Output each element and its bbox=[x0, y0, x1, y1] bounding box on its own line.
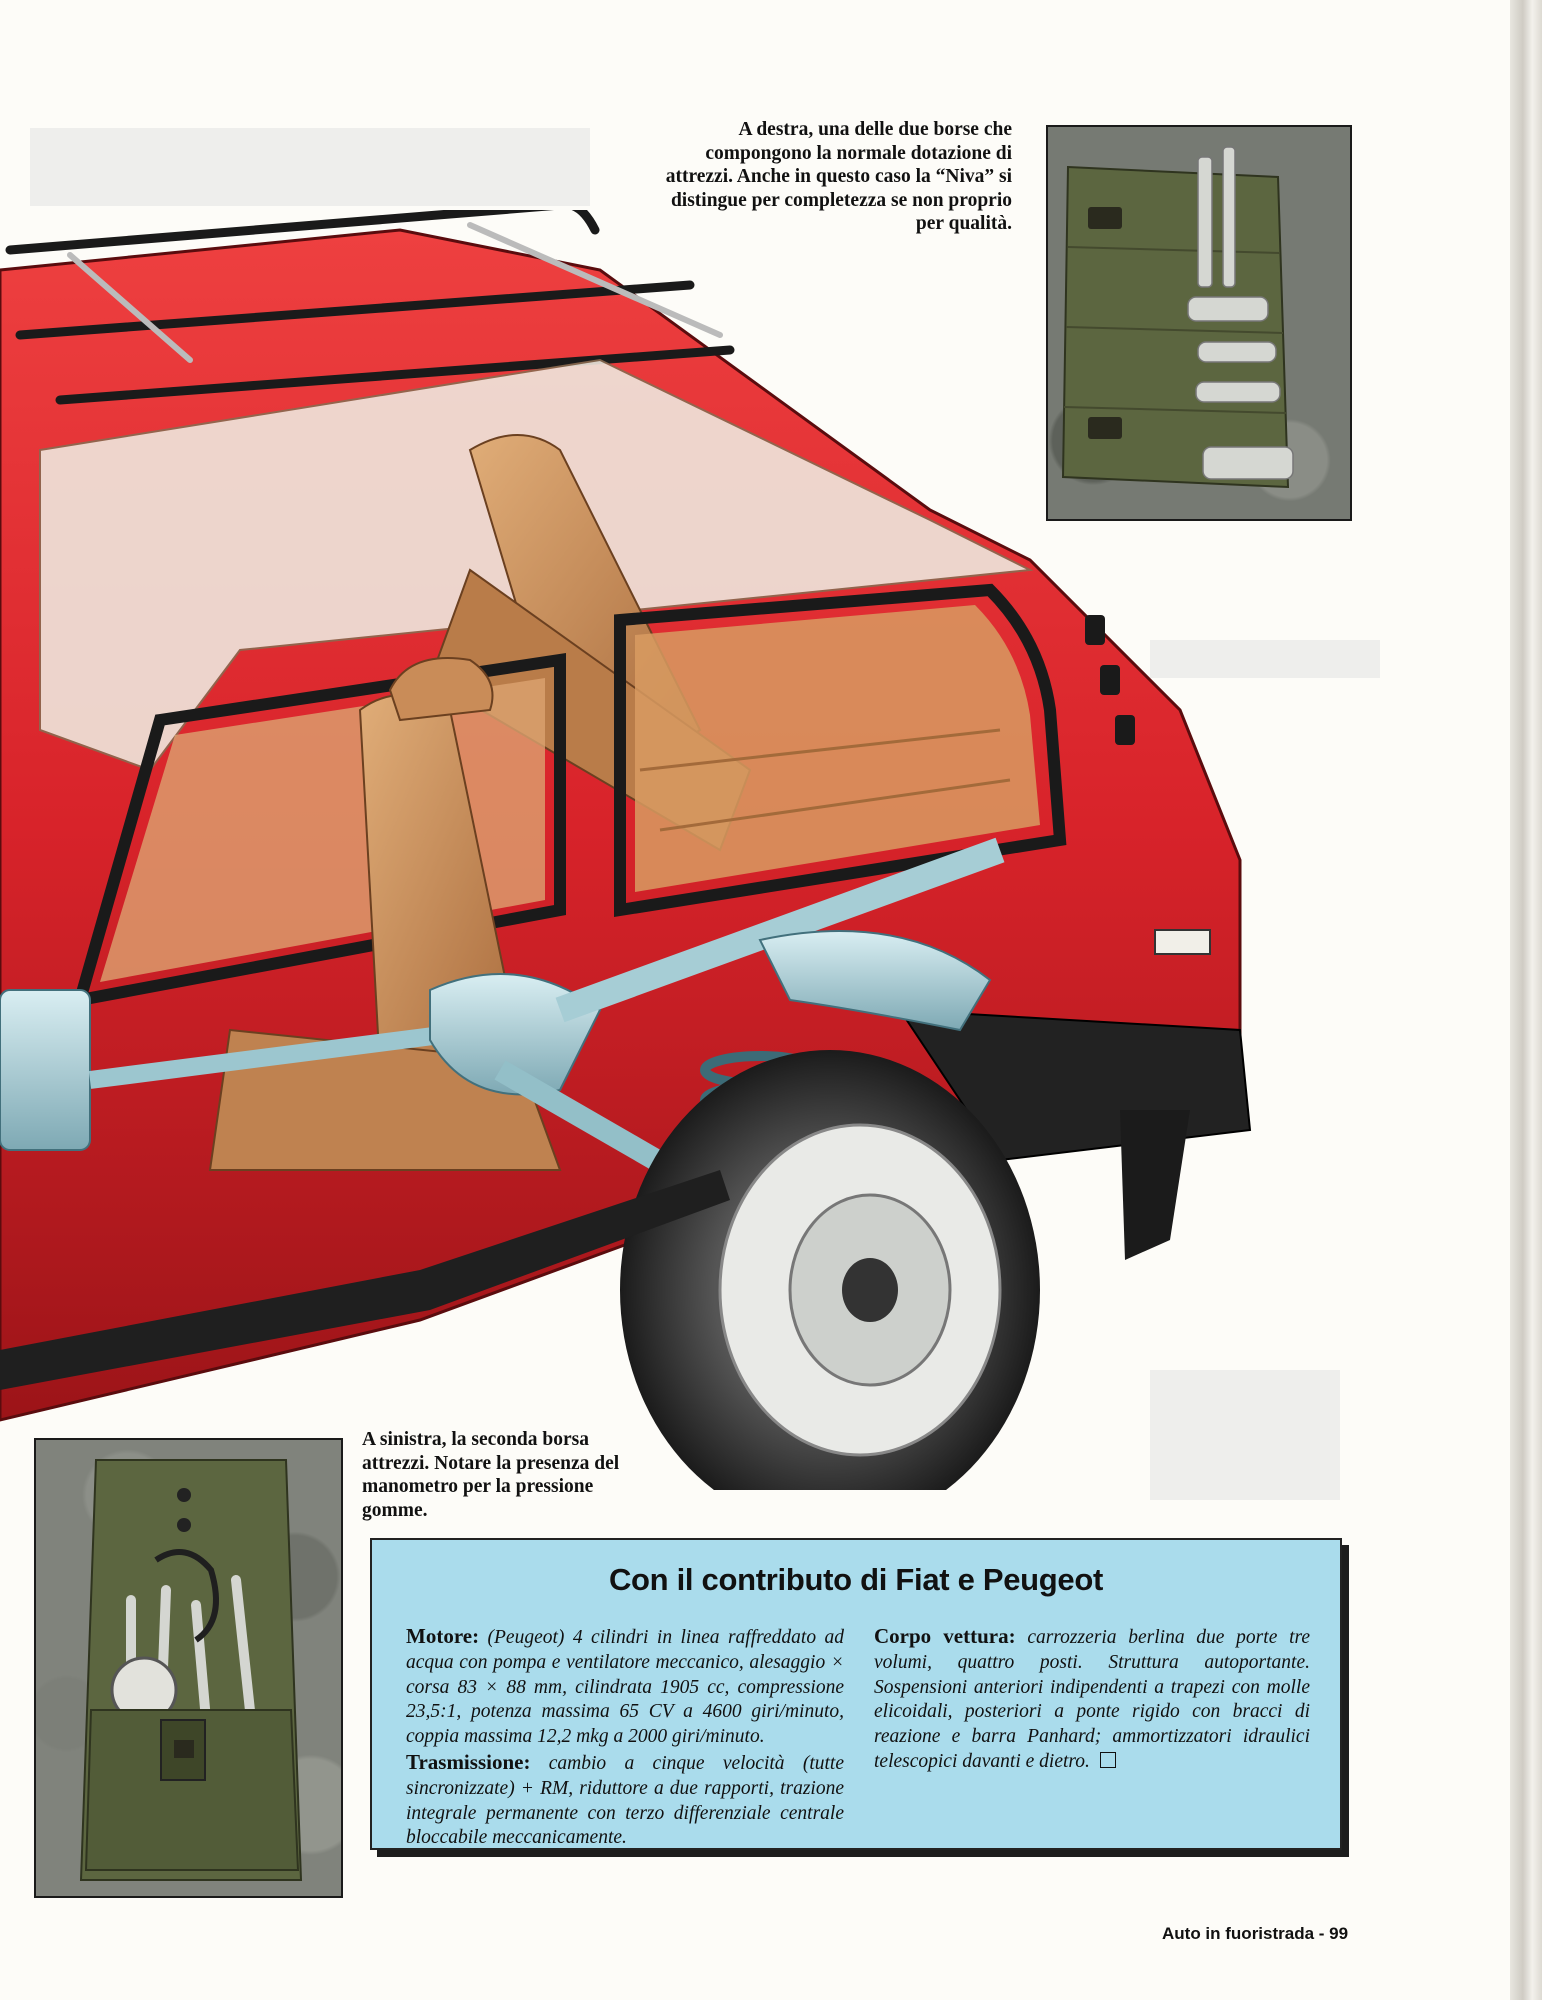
tool-bag-photo-left bbox=[34, 1438, 343, 1898]
corpo-text: carrozzeria berlina due porte tre volumi, quattro posti. Struttura autoportante. Sospensioni anteriori indipendenti a trapezi con molle elicoidali, posteriori a ponte rigido con bracci di reazione e barra Panhard; ammortizzatori idraulici telescopici davanti e dietro. bbox=[874, 1627, 1311, 1772]
trasmissione-label: Trasmissione: bbox=[406, 1749, 531, 1774]
caption-left-photo: A sinistra, la seconda borsa attrezzi. Notare la presenza del manometro per la pressione gomme. bbox=[362, 1429, 620, 1521]
caption-right-photo: A destra, una delle due borse che compongono la normale dotazione di attrezzi. Anche in questo caso la “Niva” si distingue per completezza se non proprio per qualità. bbox=[665, 119, 1012, 234]
spec-box-title: Con il contributo di Fiat e Peugeot bbox=[608, 1562, 1104, 1597]
corpo-label: Corpo vettura: bbox=[874, 1624, 1016, 1648]
bleed-through-band bbox=[30, 128, 590, 206]
motore-text: (Peugeot) 4 cilindri in linea raffreddato ad acqua con pompa e ventilatore meccanico, alesaggio × corsa 83 × 88 mm, cilindrata 1905 cc, compressione 23,5:1, potenza massima 65 CV a 4600 giri/minuto, coppia massima 12,2 mkg a 2000 giri/minuto. bbox=[406, 1627, 845, 1748]
end-of-article-icon bbox=[1100, 1752, 1116, 1768]
motore-label: Motore: bbox=[406, 1624, 480, 1648]
mud-flap bbox=[1120, 1110, 1190, 1260]
page-gutter bbox=[1510, 0, 1542, 2000]
trasmissione-text: cambio a cinque velocità (tutte sincronizzate) + RM, riduttore a due rapporti, trazione integrale permanente con terzo differenziale centrale bloccabile meccanicamente. bbox=[406, 1752, 844, 1849]
spec-column-right bbox=[874, 1624, 1310, 1775]
tool-bag-photo-right bbox=[1046, 125, 1352, 521]
spec-box bbox=[370, 1538, 1342, 1850]
page-footer: Auto in fuoristrada - 99 bbox=[1162, 1924, 1349, 1943]
spec-column-left bbox=[406, 1624, 844, 1851]
side-marker-light bbox=[1155, 930, 1210, 954]
